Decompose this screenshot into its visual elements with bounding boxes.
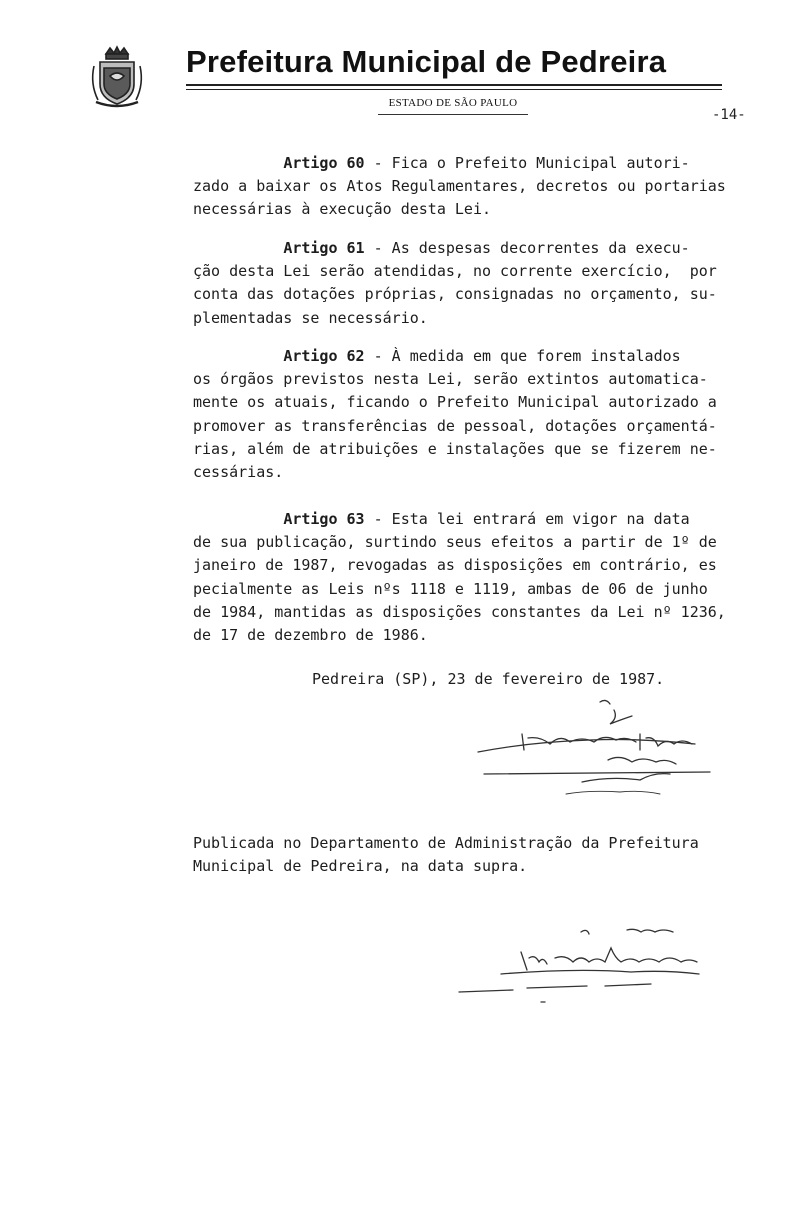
header-rule-thin (186, 89, 722, 90)
article-text-line: mente os atuais, ficando o Prefeito Municipal autorizado a (193, 393, 717, 412)
article-text-line: rias, além de atribuições e instalações que se fizerem ne- (193, 439, 717, 458)
article-text-line: plementadas se necessário. (193, 308, 428, 327)
place-and-date: Pedreira (SP), 23 de fevereiro de 1987. (312, 670, 665, 688)
publication-note (193, 832, 733, 878)
article-text-line: cessárias. (193, 463, 284, 482)
article-label: Artigo 60 (283, 154, 365, 172)
article-label: Artigo 63 (283, 510, 365, 528)
article-text-line: - Fica o Prefeito Municipal autori- (364, 154, 690, 172)
article-text-line: ção desta Lei serão atendidas, no corrente exercício, por (193, 262, 717, 281)
article-text-line: de 1984, mantidas as disposições constantes da Lei nº 1236, (193, 602, 726, 621)
article-60 (193, 152, 733, 222)
article-text-line: zado a baixar os Atos Regulamentares, decretos ou portarias (193, 177, 726, 196)
publication-line: Publicada no Departamento de Administração da Prefeitura (193, 834, 699, 852)
article-text-line: - As despesas decorrentes da execu- (364, 239, 690, 257)
article-text-line: janeiro de 1987, revogadas as disposições em contrário, es (193, 556, 717, 575)
article-label: Artigo 61 (283, 239, 365, 257)
article-text-line: os órgãos previstos nesta Lei, serão extintos automatica- (193, 370, 708, 389)
page-title: Prefeitura Municipal de Pedreira (186, 44, 667, 79)
municipal-crest-icon (88, 44, 146, 110)
mayor-signature (470, 690, 720, 800)
state-subtitle: ESTADO DE SÃO PAULO (388, 97, 518, 109)
article-62 (193, 345, 733, 484)
department-signature (455, 918, 715, 1008)
article-text-line: de sua publicação, surtindo seus efeitos a partir de 1º de (193, 533, 717, 552)
header-rule (186, 84, 722, 86)
article-text-line: necessárias à execução desta Lei. (193, 200, 492, 219)
publication-line: Municipal de Pedreira, na data supra. (193, 857, 528, 876)
article-label: Artigo 62 (283, 347, 365, 365)
page-number: -14- (712, 107, 746, 123)
article-text-line: - Esta lei entrará em vigor na data (364, 510, 690, 528)
article-text-line: - À medida em que forem instalados (364, 347, 681, 365)
article-text-line: conta das dotações próprias, consignadas no orçamento, su- (193, 285, 717, 304)
article-61 (193, 237, 733, 330)
article-63 (193, 508, 733, 647)
article-text-line: promover as transferências de pessoal, dotações orçamentá- (193, 416, 717, 435)
article-text-line: de 17 de dezembro de 1986. (193, 626, 428, 645)
state-underline (378, 114, 528, 115)
article-text-line: pecialmente as Leis nºs 1118 e 1119, ambas de 06 de junho (193, 579, 708, 598)
